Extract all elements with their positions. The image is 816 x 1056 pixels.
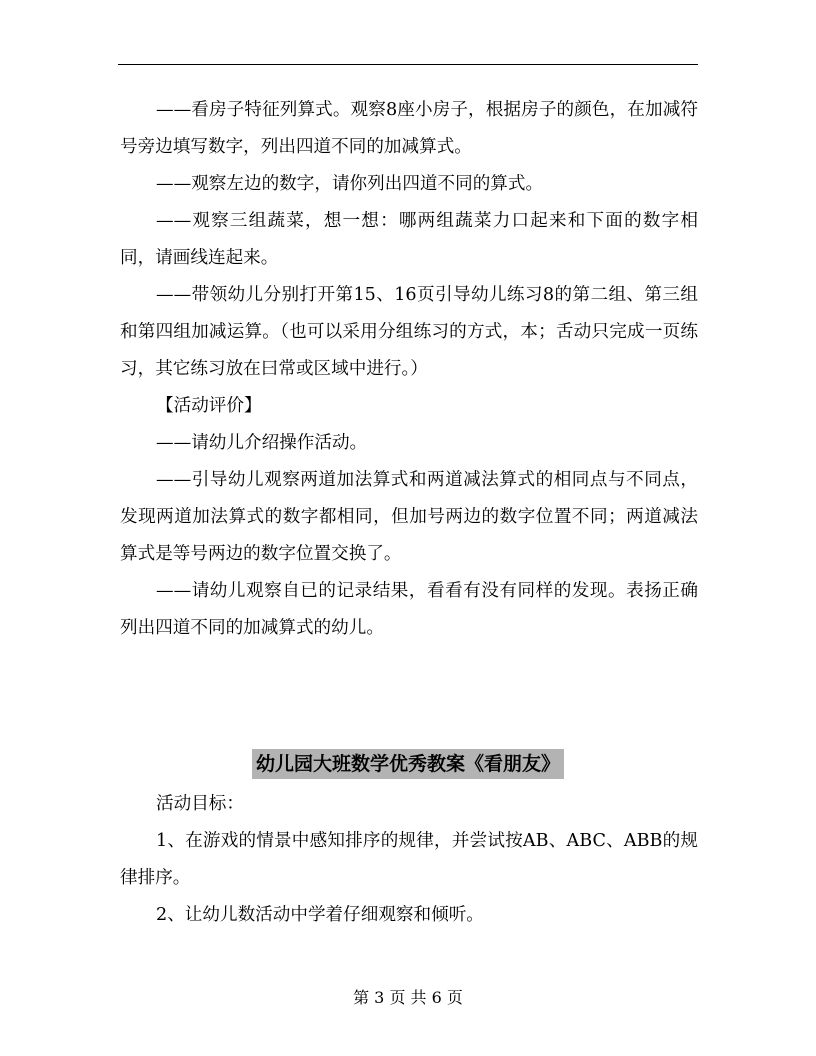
paragraph: ——观察三组蔬菜，想一想：哪两组蔬菜力口起来和下面的数字相同，请画线连起来。 [120,211,698,268]
page-footer: 第 3 页 共 6 页 [353,988,463,1007]
paragraph: 2、让幼儿数活动中学着仔细观察和倾听。 [156,905,484,925]
section-title-container [0,749,816,779]
section-body-text [120,786,698,934]
body-text [120,92,698,647]
section-heading: 【活动评价】 [156,396,262,416]
paragraph: ——请幼儿介绍操作活动。 [156,433,368,453]
paragraph: ——带领幼儿分别打开第15、16页引导幼儿练习8的第二组、第三组和第四组加减运算。（也可以采用分组练习的方式，本；舌动只完成一页练习，其它练习放在曰常或区域中进行。） [120,285,698,379]
paragraph: ——引导幼儿观察两道加法算式和两道减法算式的相同点与不同点，发现两道加法算式的数字都相同，但加号两边的数字位置不同；两道减法算式是等号两边的数字位置交换了。 [120,470,698,564]
paragraph: ——看房子特征列算式。观察8座小房子，根据房子的颜色，在加减符号旁边填写数字，列出四道不同的加减算式。 [120,100,698,157]
paragraph: 1、在游戏的情景中感知排序的规律，并尝试按AB、ABC、ABB的规律排序。 [120,831,698,888]
subheading: 活动目标： [156,794,244,814]
header-rule [118,64,698,65]
section-title: 幼儿园大班数学优秀教案《看朋友》 [252,749,564,779]
paragraph: ——请幼儿观察自已的记录结果，看看有没有同样的发现。表扬正确列出四道不同的加减算式的幼儿。 [120,581,698,638]
paragraph: ——观察左边的数字，请你列出四道不同的算式。 [156,174,544,194]
